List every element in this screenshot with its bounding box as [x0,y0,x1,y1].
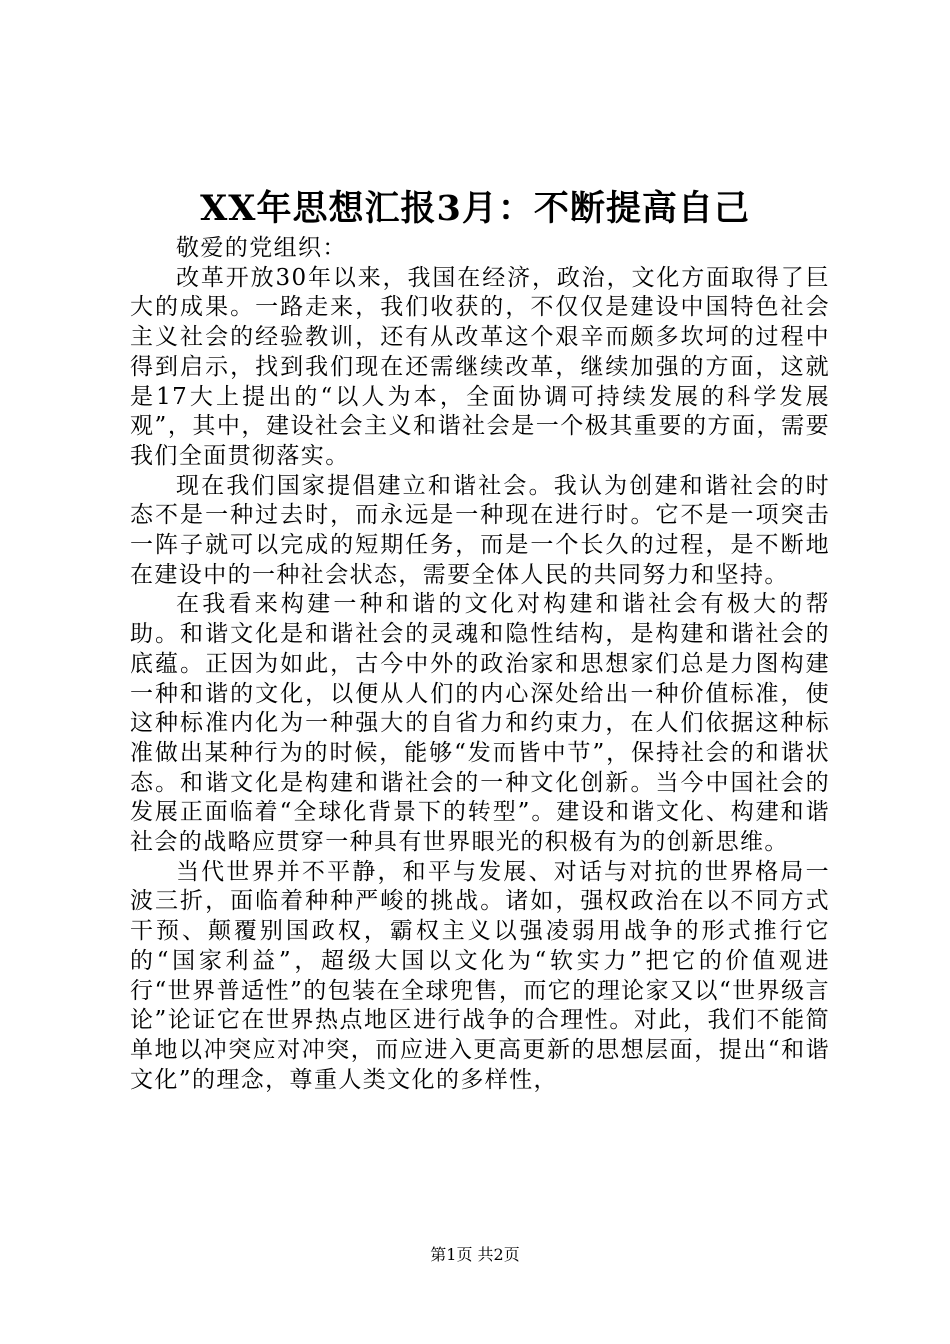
salutation: 敬爱的党组织： [176,235,347,261]
document-title: XX年思想汇报3月：不断提高自己 [200,188,750,229]
page-footer: 第1页 共2页 [430,1245,520,1264]
paragraph: 当代世界并不平静，和平与发展、对话与对抗的世界格局一波三折，面临着种种严峻的挑战。诸如，强权政治在以不同方式干预、颠覆别国政权，霸权主义以强凌弱用战争的形式推行它的“国家利益”，超级大国以文化为“软实力”把它的价值观进行“世界普适性”的包装在全球兜售，而它的理论家又以“世界级言论”论证它在世界热点地区进行战争的合理性。对此，我们不能简单地以冲突应对冲突，而应进入更高更新的思想层面，提出“和谐文化”的理念，尊重人类文化的多样性， [130,858,830,1093]
document-body [130,234,830,1095]
paragraph: 在我看来构建一种和谐的文化对构建和谐社会有极大的帮助。和谐文化是和谐社会的灵魂和隐性结构，是构建和谐社会的底蕴。正因为如此，古今中外的政治家和思想家们总是力图构建一种和谐的文化，以便从人们的内心深处给出一种价值标准，使这种标准内化为一种强大的自省力和约束力，在人们依据这种标准做出某种行为的时候，能够“发而皆中节”，保持社会的和谐状态。和谐文化是构建和谐社会的一种文化创新。当今中国社会的发展正面临着“全球化背景下的转型”。建设和谐文化、构建和谐社会的战略应贯穿一种具有世界眼光的积极有为的创新思维。 [130,591,830,856]
paragraph: 改革开放30年以来，我国在经济，政治，文化方面取得了巨大的成果。一路走来，我们收获的，不仅仅是建设中国特色社会主义社会的经验教训，还有从改革这个艰辛而颇多坎坷的过程中得到启示，找到我们现在还需继续改革，继续加强的方面，这就是17大上提出的“以人为本，全面协调可持续发展的科学发展观”，其中，建设社会主义和谐社会是一个极其重要的方面，需要我们全面贯彻落实。 [130,264,830,469]
paragraph: 现在我们国家提倡建立和谐社会。我认为创建和谐社会的时态不是一种过去时，而永远是一种现在进行时。它不是一项突击一阵子就可以完成的短期任务，而是一个长久的过程，是不断地在建设中的一种社会状态，需要全体人民的共同努力和坚持。 [130,472,830,588]
